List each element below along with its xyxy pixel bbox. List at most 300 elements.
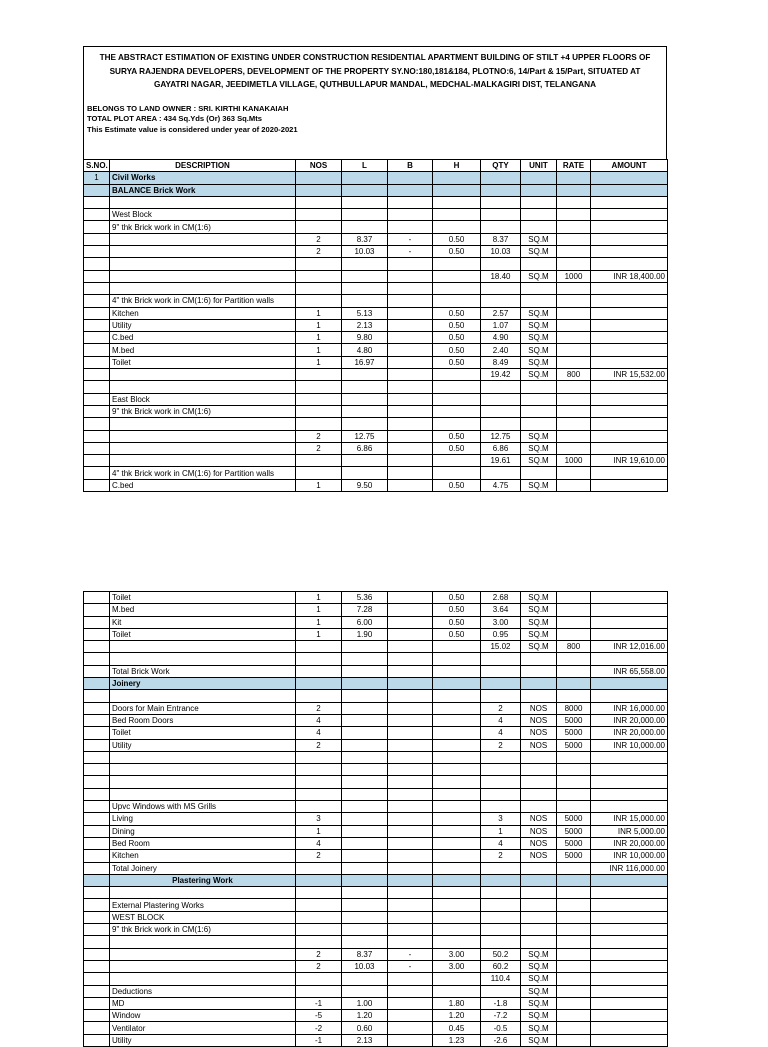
cell-sno [84, 381, 110, 393]
cell-rate [557, 604, 591, 616]
cell-height [433, 764, 481, 776]
cell-amount [591, 948, 668, 960]
cell-height [433, 714, 481, 726]
cell-description: Toilet [110, 356, 296, 368]
cell-sno [84, 604, 110, 616]
cell-amount: INR 15,532.00 [591, 369, 668, 381]
cell-breadth [388, 221, 433, 233]
cell-amount [591, 788, 668, 800]
cell-qty [481, 678, 521, 690]
cell-description [110, 369, 296, 381]
cell-qty: 19.61 [481, 455, 521, 467]
cell-sno [84, 837, 110, 849]
table-row [84, 665, 668, 677]
cell-qty [481, 295, 521, 307]
cell-rate: 5000 [557, 837, 591, 849]
cell-rate [557, 936, 591, 948]
cell-height [433, 418, 481, 430]
cell-nos: 2 [296, 702, 342, 714]
cell-rate: 5000 [557, 739, 591, 751]
cell-nos: 2 [296, 233, 342, 245]
cell-nos [296, 911, 342, 923]
cell-length [342, 887, 388, 899]
table-row [84, 233, 668, 245]
cell-qty [481, 936, 521, 948]
cell-length: 10.03 [342, 246, 388, 258]
cell-length [342, 295, 388, 307]
cell-amount [591, 405, 668, 417]
cell-length [342, 874, 388, 886]
cell-length [342, 727, 388, 739]
cell-breadth [388, 442, 433, 454]
cell-nos: 1 [296, 825, 342, 837]
cell-qty [481, 665, 521, 677]
table-row [84, 641, 668, 653]
cell-unit: SQ.M [521, 1034, 557, 1046]
cell-qty: QTY [481, 160, 521, 172]
cell-amount [591, 960, 668, 972]
cell-amount [591, 751, 668, 763]
cell-unit [521, 221, 557, 233]
cell-sno [84, 369, 110, 381]
cell-amount [591, 973, 668, 985]
cell-height: 3.00 [433, 960, 481, 972]
cell-description: Kitchen [110, 850, 296, 862]
table-row [84, 442, 668, 454]
cell-length: 9.50 [342, 479, 388, 491]
cell-sno [84, 641, 110, 653]
cell-description: Deductions [110, 985, 296, 997]
cell-nos [296, 776, 342, 788]
cell-length [342, 369, 388, 381]
cell-description [110, 282, 296, 294]
cell-rate [557, 393, 591, 405]
cell-rate [557, 616, 591, 628]
cell-nos: 4 [296, 714, 342, 726]
cell-nos [296, 653, 342, 665]
cell-amount [591, 628, 668, 640]
cell-unit [521, 405, 557, 417]
cell-description: Total Joinery [110, 862, 296, 874]
cell-description: Upvc Windows with MS Grills [110, 801, 296, 813]
cell-nos: 1 [296, 479, 342, 491]
cell-sno [84, 948, 110, 960]
table-row [84, 653, 668, 665]
cell-height: 0.50 [433, 628, 481, 640]
cell-height [433, 850, 481, 862]
cell-unit: SQ.M [521, 997, 557, 1009]
cell-nos [296, 801, 342, 813]
cell-nos [296, 369, 342, 381]
cell-breadth [388, 1034, 433, 1046]
cell-breadth [388, 788, 433, 800]
cell-nos [296, 381, 342, 393]
cell-nos: 2 [296, 442, 342, 454]
table-row [84, 479, 668, 491]
cell-height: 0.50 [433, 604, 481, 616]
cell-height [433, 381, 481, 393]
cell-nos: 1 [296, 319, 342, 331]
cell-unit: SQ.M [521, 628, 557, 640]
cell-length: 16.97 [342, 356, 388, 368]
cell-nos [296, 862, 342, 874]
cell-unit: SQ.M [521, 233, 557, 245]
cell-length [342, 739, 388, 751]
cell-nos [296, 209, 342, 221]
cell-description [110, 948, 296, 960]
cell-sno [84, 209, 110, 221]
cell-unit [521, 282, 557, 294]
table-row [84, 813, 668, 825]
cell-amount [591, 295, 668, 307]
cell-unit [521, 911, 557, 923]
cell-amount [591, 319, 668, 331]
cell-sno [84, 258, 110, 270]
cell-amount: INR 19,610.00 [591, 455, 668, 467]
table-row [84, 258, 668, 270]
cell-height: 0.50 [433, 233, 481, 245]
cell-breadth [388, 776, 433, 788]
cell-sno [84, 233, 110, 245]
cell-height: H [433, 160, 481, 172]
cell-length [342, 813, 388, 825]
cell-description [110, 887, 296, 899]
cell-description: Utility [110, 739, 296, 751]
cell-nos [296, 665, 342, 677]
cell-unit: NOS [521, 837, 557, 849]
cell-unit: SQ.M [521, 442, 557, 454]
cell-nos: 4 [296, 727, 342, 739]
table-row [84, 628, 668, 640]
cell-breadth: B [388, 160, 433, 172]
cell-length [342, 258, 388, 270]
cell-length [342, 393, 388, 405]
cell-qty: 2.68 [481, 592, 521, 604]
cell-rate [557, 381, 591, 393]
cell-amount [591, 418, 668, 430]
cell-sno [84, 653, 110, 665]
title-line-3: GAYATRI NAGAR, JEEDIMETLA VILLAGE, QUTHBULLAPUR MANDAL, MEDCHAL-MALKAGIRI DIST, TELANGANA [154, 80, 596, 89]
cell-breadth [388, 258, 433, 270]
cell-breadth [388, 616, 433, 628]
cell-unit: NOS [521, 702, 557, 714]
cell-description: 9" thk Brick work in CM(1:6) [110, 924, 296, 936]
table-row [84, 172, 668, 184]
cell-description: Doors for Main Entrance [110, 702, 296, 714]
table-row [84, 899, 668, 911]
cell-unit: SQ.M [521, 430, 557, 442]
cell-breadth [388, 282, 433, 294]
cell-amount [591, 592, 668, 604]
cell-breadth [388, 344, 433, 356]
cell-sno: 1 [84, 172, 110, 184]
cell-amount [591, 356, 668, 368]
cell-amount [591, 430, 668, 442]
cell-breadth [388, 369, 433, 381]
cell-rate [557, 924, 591, 936]
cell-length [342, 221, 388, 233]
estimate-table-part-1 [83, 159, 668, 492]
cell-qty: 19.42 [481, 369, 521, 381]
cell-rate [557, 751, 591, 763]
cell-unit: SQ.M [521, 1022, 557, 1034]
cell-breadth [388, 973, 433, 985]
cell-unit: SQ.M [521, 369, 557, 381]
cell-description [110, 455, 296, 467]
cell-sno [84, 874, 110, 886]
cell-unit: SQ.M [521, 332, 557, 344]
cell-description [110, 258, 296, 270]
cell-description: Joinery [110, 678, 296, 690]
cell-amount: INR 10,000.00 [591, 850, 668, 862]
cell-breadth: - [388, 233, 433, 245]
cell-length: 6.86 [342, 442, 388, 454]
table-row [84, 295, 668, 307]
cell-amount [591, 442, 668, 454]
header-row [84, 160, 668, 172]
cell-qty: 2 [481, 739, 521, 751]
cell-qty [481, 221, 521, 233]
cell-breadth: - [388, 246, 433, 258]
cell-rate [557, 960, 591, 972]
cell-sno [84, 690, 110, 702]
cell-nos: 1 [296, 332, 342, 344]
cell-amount: INR 116,000.00 [591, 862, 668, 874]
table-row [84, 221, 668, 233]
cell-nos: 1 [296, 356, 342, 368]
cell-sno [84, 184, 110, 196]
cell-height [433, 911, 481, 923]
cell-sno [84, 592, 110, 604]
table-row [84, 874, 668, 886]
cell-unit: SQ.M [521, 985, 557, 997]
cell-sno [84, 714, 110, 726]
cell-nos [296, 295, 342, 307]
cell-rate: RATE [557, 160, 591, 172]
cell-qty [481, 196, 521, 208]
cell-unit [521, 467, 557, 479]
cell-length: 6.00 [342, 616, 388, 628]
cell-unit [521, 653, 557, 665]
table-row [84, 332, 668, 344]
cell-breadth [388, 801, 433, 813]
table-row [84, 960, 668, 972]
cell-qty: 1.07 [481, 319, 521, 331]
cell-rate [557, 985, 591, 997]
cell-height: 0.50 [433, 307, 481, 319]
cell-breadth [388, 592, 433, 604]
cell-length: L [342, 160, 388, 172]
cell-nos: -1 [296, 997, 342, 1009]
cell-description: Bed Room Doors [110, 714, 296, 726]
cell-breadth [388, 405, 433, 417]
cell-sno [84, 862, 110, 874]
cell-length: 2.13 [342, 1034, 388, 1046]
cell-qty: 8.37 [481, 233, 521, 245]
table-row [84, 948, 668, 960]
cell-nos: -2 [296, 1022, 342, 1034]
table-row [84, 702, 668, 714]
cell-height: 1.80 [433, 997, 481, 1009]
cell-length [342, 653, 388, 665]
cell-height [433, 258, 481, 270]
cell-length [342, 209, 388, 221]
cell-qty: 10.03 [481, 246, 521, 258]
cell-height: 0.50 [433, 479, 481, 491]
cell-height [433, 221, 481, 233]
cell-rate [557, 592, 591, 604]
cell-unit [521, 899, 557, 911]
cell-breadth [388, 678, 433, 690]
cell-rate [557, 356, 591, 368]
cell-sno [84, 727, 110, 739]
cell-nos: 2 [296, 850, 342, 862]
cell-breadth [388, 936, 433, 948]
cell-height [433, 899, 481, 911]
cell-amount: INR 5,000.00 [591, 825, 668, 837]
cell-rate [557, 948, 591, 960]
cell-sno [84, 393, 110, 405]
cell-unit: SQ.M [521, 356, 557, 368]
cell-nos: 3 [296, 813, 342, 825]
cell-rate [557, 776, 591, 788]
cell-rate: 5000 [557, 714, 591, 726]
cell-length [342, 936, 388, 948]
cell-rate [557, 258, 591, 270]
cell-rate [557, 405, 591, 417]
cell-nos: 2 [296, 739, 342, 751]
cell-rate [557, 690, 591, 702]
cell-length [342, 899, 388, 911]
cell-unit [521, 801, 557, 813]
cell-breadth [388, 924, 433, 936]
cell-nos [296, 405, 342, 417]
cell-length: 9.80 [342, 332, 388, 344]
cell-breadth [388, 184, 433, 196]
cell-description: WEST BLOCK [110, 911, 296, 923]
cell-breadth [388, 899, 433, 911]
table-row [84, 727, 668, 739]
title-line-2: SURYA RAJENDRA DEVELOPERS, DEVELOPMENT OF THE PROPERTY SY.NO:180,181&184, PLOTNO:6, 14/Part & 15/Part, SITUATED AT [109, 66, 641, 76]
cell-rate [557, 665, 591, 677]
cell-nos: 1 [296, 616, 342, 628]
cell-height [433, 455, 481, 467]
cell-breadth [388, 381, 433, 393]
cell-length: 1.20 [342, 1010, 388, 1022]
cell-qty [481, 209, 521, 221]
cell-amount: INR 16,000.00 [591, 702, 668, 714]
cell-rate [557, 332, 591, 344]
cell-length [342, 381, 388, 393]
cell-description [110, 936, 296, 948]
cell-height [433, 282, 481, 294]
cell-rate [557, 319, 591, 331]
cell-description [110, 196, 296, 208]
cell-breadth [388, 332, 433, 344]
cell-rate [557, 1034, 591, 1046]
cell-sno [84, 813, 110, 825]
cell-amount [591, 604, 668, 616]
cell-rate [557, 874, 591, 886]
cell-qty: 3.00 [481, 616, 521, 628]
cell-nos [296, 973, 342, 985]
cell-height [433, 641, 481, 653]
cell-nos [296, 751, 342, 763]
cell-amount [591, 1034, 668, 1046]
cell-unit [521, 295, 557, 307]
cell-qty [481, 405, 521, 417]
cell-nos: 1 [296, 344, 342, 356]
cell-unit: SQ.M [521, 455, 557, 467]
cell-unit [521, 751, 557, 763]
estimate-header [83, 46, 667, 160]
table-row [84, 381, 668, 393]
cell-height [433, 862, 481, 874]
cell-length [342, 862, 388, 874]
table-row [84, 678, 668, 690]
cell-sno [84, 270, 110, 282]
table-row [84, 911, 668, 923]
cell-qty: 2.40 [481, 344, 521, 356]
cell-sno [84, 430, 110, 442]
cell-breadth [388, 467, 433, 479]
cell-length: 4.80 [342, 344, 388, 356]
cell-unit [521, 678, 557, 690]
cell-amount: AMOUNT [591, 160, 668, 172]
cell-breadth [388, 825, 433, 837]
cell-amount [591, 653, 668, 665]
cell-rate [557, 862, 591, 874]
cell-amount [591, 616, 668, 628]
cell-breadth [388, 702, 433, 714]
cell-sno [84, 455, 110, 467]
cell-qty: 6.86 [481, 442, 521, 454]
cell-height [433, 874, 481, 886]
cell-qty: 4 [481, 727, 521, 739]
cell-description: Living [110, 813, 296, 825]
cell-description: East Block [110, 393, 296, 405]
cell-length [342, 282, 388, 294]
table-row [84, 862, 668, 874]
cell-length: 1.90 [342, 628, 388, 640]
cell-nos [296, 641, 342, 653]
cell-sno [84, 764, 110, 776]
cell-height: 0.50 [433, 592, 481, 604]
table-row [84, 837, 668, 849]
cell-sno [84, 801, 110, 813]
cell-nos: 2 [296, 246, 342, 258]
cell-nos [296, 899, 342, 911]
cell-breadth [388, 690, 433, 702]
cell-qty: 8.49 [481, 356, 521, 368]
cell-length [342, 418, 388, 430]
cell-qty: 4 [481, 837, 521, 849]
cell-nos [296, 270, 342, 282]
cell-rate [557, 764, 591, 776]
table-row [84, 405, 668, 417]
cell-rate [557, 887, 591, 899]
cell-breadth [388, 665, 433, 677]
cell-amount [591, 467, 668, 479]
cell-nos [296, 172, 342, 184]
cell-description: External Plastering Works [110, 899, 296, 911]
cell-rate [557, 899, 591, 911]
cell-qty: 4.90 [481, 332, 521, 344]
cell-amount [591, 764, 668, 776]
cell-sno [84, 911, 110, 923]
cell-height [433, 702, 481, 714]
cell-length: 1.00 [342, 997, 388, 1009]
